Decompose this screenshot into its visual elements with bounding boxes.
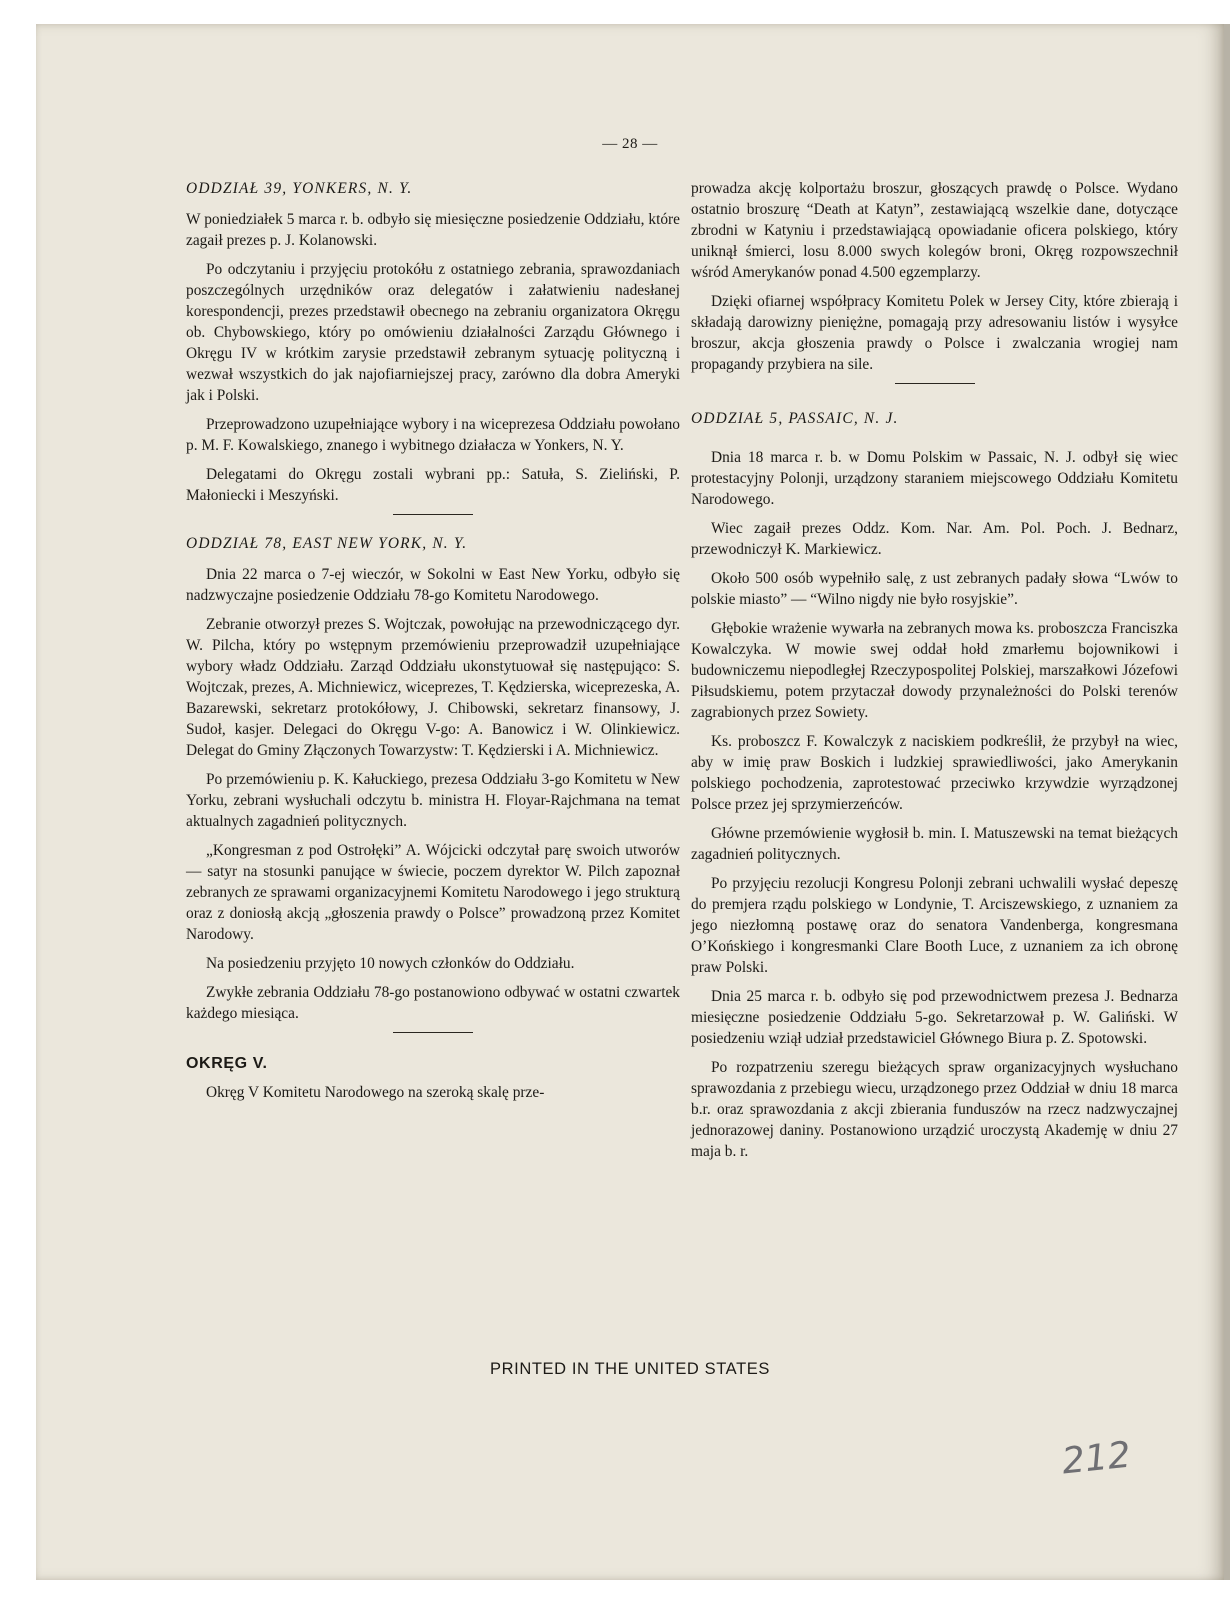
section-divider bbox=[393, 514, 473, 515]
print-footer: PRINTED IN THE UNITED STATES bbox=[490, 1360, 770, 1378]
paragraph: Po przyjęciu rezolucji Kongresu Polonji zebrani uchwalili wysłać depeszę do premjera rządu polskiego w Londynie, T. Arciszewskiego, z uznaniem za jego niezłomną postawę oraz do senatora Vandenberga, kongresmana O’Końskiego i kongresmanki Clare Booth Luce, z uznaniem za ich obronę praw Polski. bbox=[691, 875, 1178, 976]
paragraph: Na posiedzeniu przyjęto 10 nowych członków do Oddziału. bbox=[206, 955, 575, 972]
paragraph: Po odczytaniu i przyjęciu protokółu z ostatniego zebrania, sprawozdaniach poszczególnych urzędników oraz delegatów i załatwieniu nadesłanej korespondencji, prezes przedstawił obecnego na zebraniu organizatora Okręgu ob. Chybowskiego, który po omówieniu działalności Zarządu Głównego i Okręgu IV w krótkim zarysie przedstawił zebranym sytuację polityczną i wezwał wszystkich do jak najofiarniejszej pracy, zarówno dla dobra Ameryki jak i Polski. bbox=[186, 261, 680, 404]
section-divider bbox=[393, 1032, 473, 1033]
paragraph: Po przemówieniu p. K. Kałuckiego, prezesa Oddziału 3-go Komitetu w New Yorku, zebrani wysłuchali odczytu b. ministra H. Floyar-Rajchmana na temat aktualnych zagadnień politycznych. bbox=[186, 771, 680, 830]
handwritten-page-number: 212 bbox=[1060, 1434, 1133, 1483]
paragraph: Dnia 22 marca o 7-ej wieczór, w Sokolni w East New Yorku, odbyło się nadzwyczajne posiedzenie Oddziału 78-go Komitetu Narodowego. bbox=[186, 566, 680, 604]
paragraph: Przeprowadzono uzupełniające wybory i na wiceprezesa Oddziału powołano p. M. F. Kowalskiego, znanego i wybitnego działacza w Yonkers, N. Y. bbox=[186, 416, 680, 454]
paragraph: Dnia 25 marca r. b. odbyło się pod przewodnictwem prezesa J. Bednarza miesięczne posiedzenie Oddziału 5-go. Sekretarzował p. W. Galiński. W posiedzeniu wziął udział przedstawiciel Głównego Biura p. Z. Spotowski. bbox=[691, 988, 1178, 1047]
paragraph: Ks. proboszcz F. Kowalczyk z naciskiem podkreślił, że przybył na wiec, aby w imię praw Boskich i ludzkiej sprawiedliwości, jako Amerykanin polskiego pochodzenia, zaprotestować przeciwko krzywdzie wyrządzonej Polsce przez jej sprzymierzeńców. bbox=[691, 733, 1178, 813]
section-heading-oddzial-78: ODDZIAŁ 78, EAST NEW YORK, N. Y. bbox=[186, 535, 468, 552]
section-heading-okreg-5: OKRĘG V. bbox=[186, 1055, 268, 1072]
paragraph: Okręg V Komitetu Narodowego na szeroką skalę prze- bbox=[206, 1084, 545, 1101]
paragraph: Dnia 18 marca r. b. w Domu Polskim w Passaic, N. J. odbył się wiec protestacyjny Polonji, urządzony staraniem miejscowego Oddziału Komitetu Narodowego. bbox=[691, 449, 1178, 508]
paragraph: Główne przemówienie wygłosił b. min. I. Matuszewski na temat bieżących zagadnień politycznych. bbox=[691, 825, 1178, 863]
paragraph: Głębokie wrażenie wywarła na zebranych mowa ks. proboszcza Franciszka Kowalczyka. W mowie swej oddał hołd zmarłemu bojownikowi i budowniczemu niepodległej Rzeczypospolitej Polskiej, marszałkowi Józefowi Piłsudskiemu, potem przytaczał dowody przynależności do Polski terenów zagrabionych przez Sowiety. bbox=[691, 620, 1178, 721]
paragraph: Dzięki ofiarnej współpracy Komitetu Polek w Jersey City, które zbierają i składają darowizny pieniężne, pomagają przy adresowaniu listów i wysyłce broszur, akcja głoszenia prawdy o Polsce i zwalczania wrogiej nam propagandy przybiera na sile. bbox=[691, 293, 1178, 373]
document-page bbox=[36, 24, 1226, 1580]
section-heading-oddzial-5: ODDZIAŁ 5, PASSAIC, N. J. bbox=[691, 410, 899, 427]
section-divider bbox=[895, 383, 975, 384]
paragraph: Około 500 osób wypełniło salę, z ust zebranych padały słowa “Lwów to polskie miasto” — “Wilno nigdy nie było rosyjskie”. bbox=[691, 570, 1178, 608]
paragraph: „Kongresman z pod Ostrołęki” A. Wójcicki odczytał parę swoich utworów — satyr na stosunki panujące w świecie, poczem dyrektor W. Pilch zapoznał zebranych ze sprawami organizacyjnemi Komitetu Narodowego i jego strukturą oraz z doniosłą akcją „głoszenia prawdy o Polsce” prowadzoną przez Komitet Narodowy. bbox=[186, 842, 680, 943]
right-column bbox=[691, 178, 1178, 1170]
paragraph: Wiec zagaił prezes Oddz. Kom. Nar. Am. Pol. Poch. J. Bednarz, przewodniczył K. Markiewicz. bbox=[691, 520, 1178, 558]
paragraph: Zwykłe zebrania Oddziału 78-go postanowiono odbywać w ostatni czwartek każdego miesiąca. bbox=[186, 984, 680, 1022]
paragraph: Po rozpatrzeniu szeregu bieżących spraw organizacyjnych wysłuchano sprawozdania z przebiegu wiecu, urządzonego przez Oddział w dniu 18 marca b.r. oraz sprawozdania z akcji zbierania funduszów na rzecz nadzwyczajnej jednorazowej daniny. Postanowiono urządzić uroczystą Akademję w dniu 27 maja b. r. bbox=[691, 1059, 1178, 1160]
section-heading-oddzial-39: ODDZIAŁ 39, YONKERS, N. Y. bbox=[186, 180, 413, 197]
paragraph: Zebranie otworzył prezes S. Wojtczak, powołując na przewodniczącego dyr. W. Pilcha, który po wstępnym przemówieniu przeprowadził uzupełniające wybory władz Oddziału. Zarząd Oddziału ukonstytuował się następująco: S. Wojtczak, prezes, A. Michniewicz, wiceprezes, T. Kędzierska, wiceprezeska, A. Bazarewski, sekretarz protokółowy, J. Chibowski, sekretarz finansowy, J. Sudoł, kasjer. Delegaci do Okręgu V-go: A. Banowicz i W. Olinkiewicz. Delegat do Gminy Złączonych Towarzystw: T. Kędzierski i A. Michniewicz. bbox=[186, 616, 680, 759]
page-number: — 28 — bbox=[602, 136, 658, 152]
paragraph: Delegatami do Okręgu zostali wybrani pp.: Satuła, S. Zieliński, P. Małoniecki i Meszyński. bbox=[186, 466, 680, 504]
left-column bbox=[186, 178, 680, 1111]
paragraph: W poniedziałek 5 marca r. b. odbyło się miesięczne posiedzenie Oddziału, które zagaił prezes p. J. Kolanowski. bbox=[186, 211, 680, 249]
page-edge bbox=[1224, 24, 1230, 1580]
paragraph: prowadza akcję kolportażu broszur, głoszących prawdę o Polsce. Wydano ostatnio broszurę “Death at Katyn”, zestawiającą wszelkie dane, dotyczące zbrodni w Katyniu i przedstawiającą opowiadanie oficera polskiego, który uniknął śmierci, losu 8.000 swych kolegów broni, Okręg rozpowszechnił wśród Amerykanów ponad 4.500 egzemplarzy. bbox=[691, 180, 1178, 281]
